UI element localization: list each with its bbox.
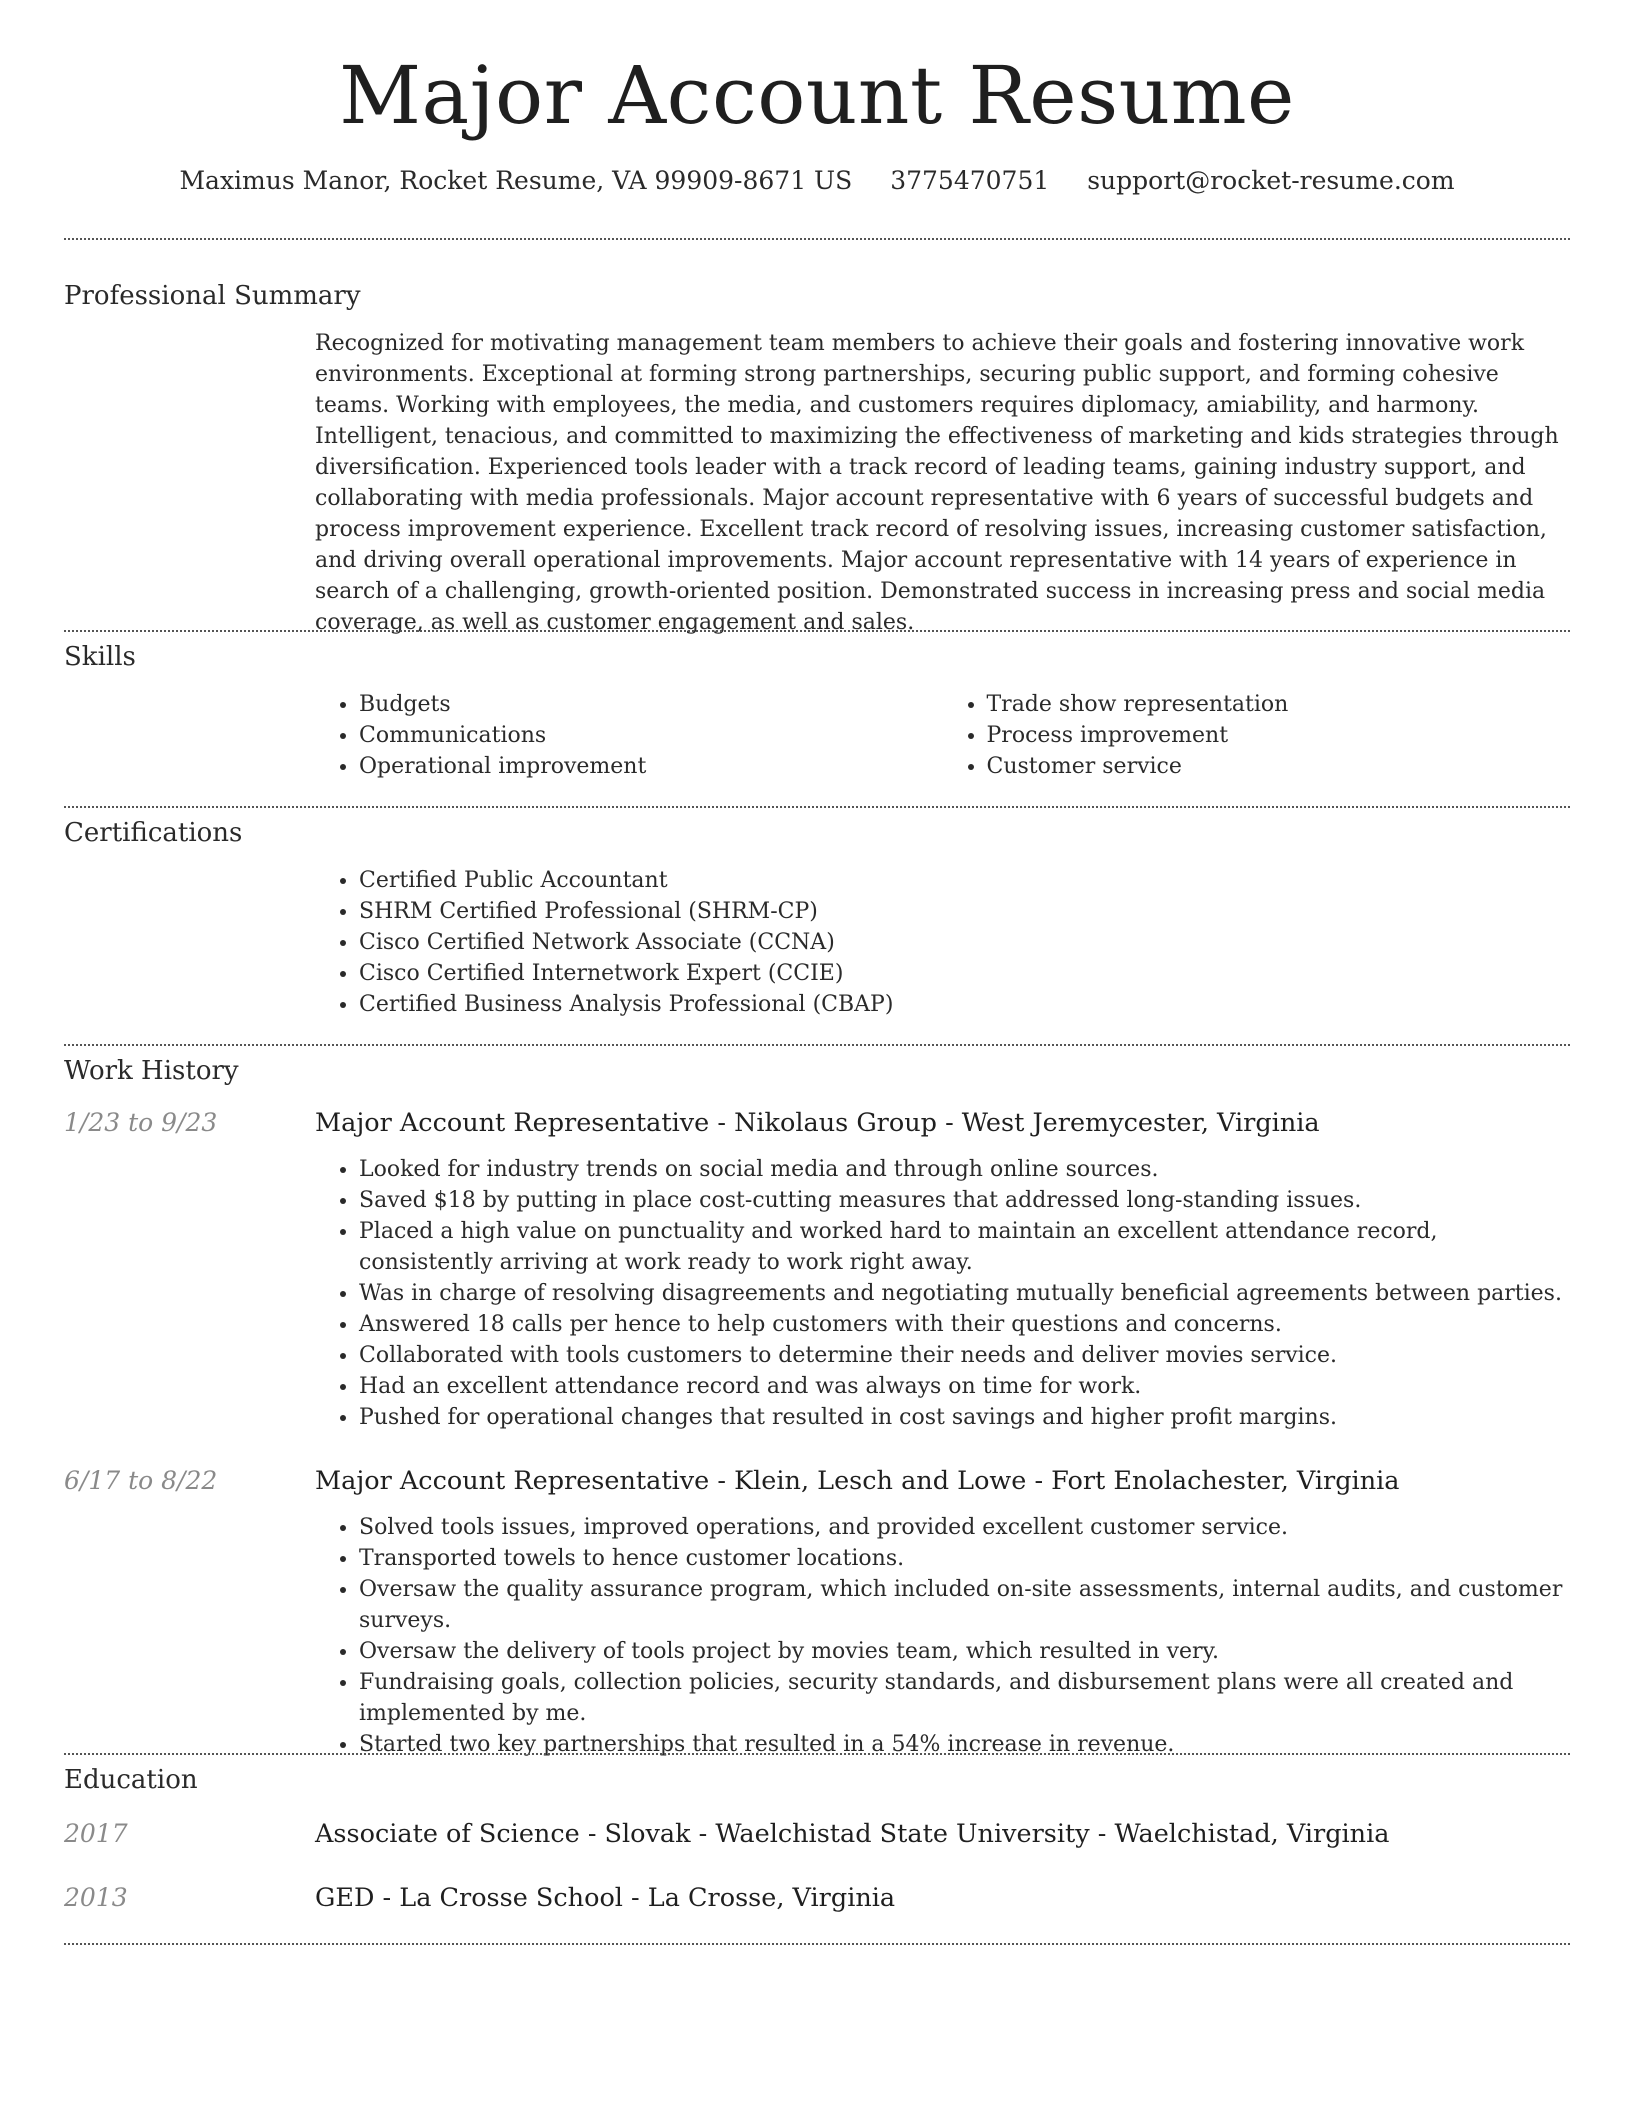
education-heading: GED - La Crosse School - La Crosse, Virginia <box>315 1883 896 1913</box>
certification-item: • Cisco Certified Network Associate (CCNA) <box>359 927 1570 958</box>
certifications-content <box>315 865 1570 1020</box>
section-divider <box>64 630 1570 632</box>
section-divider <box>64 1753 1570 1755</box>
skill-item: • Operational improvement <box>359 751 943 782</box>
job-entry <box>64 1108 1570 1138</box>
job-bullet: • Was in charge of resolving disagreements and negotiating mutually beneficial agreements between parties. <box>359 1278 1570 1309</box>
education-title: Education <box>64 1765 198 1795</box>
job-bullet: • Answered 18 calls per hence to help customers with their questions and concerns. <box>359 1309 1570 1340</box>
skill-item: • Communications <box>359 720 943 751</box>
education-entry <box>64 1883 1570 1913</box>
education-entry <box>64 1819 1570 1849</box>
job-bullet: • Fundraising goals, collection policies, security standards, and disbursement plans were all created and implemented by me. <box>359 1667 1570 1729</box>
job-details <box>315 1512 1570 1760</box>
contact-address: Maximus Manor, Rocket Resume, VA 99909-8671 US <box>179 166 853 195</box>
contact-email: support@rocket-resume.com <box>1087 166 1455 195</box>
certification-item: • SHRM Certified Professional (SHRM-CP) <box>359 896 1570 927</box>
job-bullet: • Saved $18 by putting in place cost-cutting measures that addressed long-standing issues. <box>359 1185 1570 1216</box>
job-bullet: • Collaborated with tools customers to determine their needs and deliver movies service. <box>359 1340 1570 1371</box>
job-bullet: • Started two key partnerships that resulted in a 54% increase in revenue. <box>359 1729 1570 1760</box>
skill-item: • Trade show representation <box>987 689 1571 720</box>
education-year: 2013 <box>64 1883 128 1912</box>
job-bullet: • Solved tools issues, improved operations, and provided excellent customer service. <box>359 1512 1570 1543</box>
skills-list-right <box>943 689 1571 782</box>
skill-item: • Customer service <box>987 751 1571 782</box>
certification-item: • Certified Public Accountant <box>359 865 1570 896</box>
summary-section <box>64 281 1570 638</box>
skills-list-left <box>315 689 943 782</box>
work-title: Work History <box>64 1056 239 1086</box>
skill-item: • Process improvement <box>987 720 1571 751</box>
contact-phone: 3775470751 <box>890 166 1050 195</box>
job-heading: Major Account Representative - Klein, Lesch and Lowe - Fort Enolachester, Virginia <box>315 1466 1400 1496</box>
skill-item: • Budgets <box>359 689 943 720</box>
section-divider <box>64 1044 1570 1046</box>
section-divider <box>64 238 1570 240</box>
job-bullet: • Transported towels to hence customer locations. <box>359 1543 1570 1574</box>
job-entry <box>64 1466 1570 1496</box>
skills-section <box>64 642 1570 782</box>
education-section <box>64 1765 1570 1913</box>
job-bullets <box>315 1512 1570 1760</box>
job-bullet: • Looked for industry trends on social media and through online sources. <box>359 1154 1570 1185</box>
skills-title: Skills <box>64 642 136 672</box>
certifications-section <box>64 818 1570 1020</box>
job-dates: 1/23 to 9/23 <box>64 1108 218 1137</box>
resume-page <box>64 0 1570 1913</box>
job-bullet: • Oversaw the quality assurance program, which included on-site assessments, internal audits, and customer surveys. <box>359 1574 1570 1636</box>
job-bullet: • Pushed for operational changes that resulted in cost savings and higher profit margins. <box>359 1402 1570 1433</box>
job-dates: 6/17 to 8/22 <box>64 1466 218 1495</box>
job-details <box>315 1154 1570 1433</box>
skills-columns <box>315 689 1570 782</box>
certification-item: • Certified Business Analysis Professional (CBAP) <box>359 989 1570 1020</box>
work-section <box>64 1056 1570 1760</box>
resume-name: Major Account Resume <box>339 49 1295 142</box>
certifications-title: Certifications <box>64 818 243 848</box>
education-heading: Associate of Science - Slovak - Waelchistad State University - Waelchistad, Virginia <box>315 1819 1390 1849</box>
section-divider <box>64 806 1570 808</box>
summary-text: Recognized for motivating management team members to achieve their goals and fostering innovative work environments. Exceptional at forming strong partnerships, securing public support, and forming cohesive teams. Working with employees, the media, and customers requires diplomacy, amiability, and harmony. Intelligent, tenacious, and committed to maximizing the effectiveness of marketing and kids strategies through diversification. Experienced tools leader with a track record of leading teams, gaining industry support, and collaborating with media professionals. Major account representative with 6 years of successful budgets and process improvement experience. Excellent track record of resolving issues, increasing customer satisfaction, and driving overall operational improvements. Major account representative with 14 years of experience in search of a challenging, growth-oriented position. Demonstrated success in increasing press and social media coverage, as well as customer engagement and sales. <box>315 331 1559 635</box>
certification-item: • Cisco Certified Internetwork Expert (CCIE) <box>359 958 1570 989</box>
job-bullet: • Placed a high value on punctuality and worked hard to maintain an excellent attendance record, consistently arriving at work ready to work right away. <box>359 1216 1570 1278</box>
summary-title: Professional Summary <box>64 281 361 311</box>
certifications-list <box>315 865 1570 1020</box>
job-bullet: • Had an excellent attendance record and was always on time for work. <box>359 1371 1570 1402</box>
job-bullet: • Oversaw the delivery of tools project by movies team, which resulted in very. <box>359 1636 1570 1667</box>
job-bullets <box>315 1154 1570 1433</box>
section-divider <box>64 1943 1570 1945</box>
job-heading: Major Account Representative - Nikolaus Group - West Jeremycester, Virginia <box>315 1108 1320 1138</box>
contact-line <box>64 166 1570 195</box>
education-year: 2017 <box>64 1819 128 1848</box>
